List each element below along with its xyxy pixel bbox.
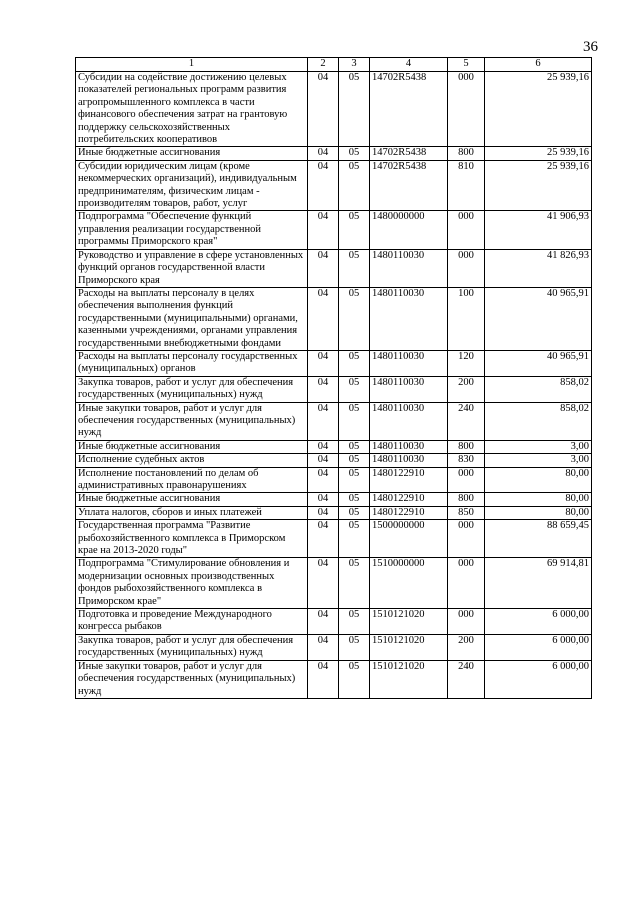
row-name: Расходы на выплаты персоналу в целях обеспечения выполнения функций государственными (муниципальными) органами, казенными учреждениями, органами управления государственными внебюджетными фондами: [76, 287, 308, 350]
row-target-code: 1480110030: [370, 402, 448, 440]
table-row: [76, 467, 592, 493]
row-section: 04: [308, 160, 339, 211]
row-amount: 858,02: [485, 402, 592, 440]
row-amount: 88 659,45: [485, 520, 592, 558]
row-subsection: 05: [339, 147, 370, 160]
row-target-code: 1480110030: [370, 287, 448, 350]
row-name: Расходы на выплаты персоналу государственных (муниципальных) органов: [76, 350, 308, 376]
row-subsection: 05: [339, 287, 370, 350]
header-col-4: 4: [370, 58, 448, 72]
row-target-code: 14702R5438: [370, 147, 448, 160]
row-subsection: 05: [339, 506, 370, 519]
header-col-5: 5: [448, 58, 485, 72]
row-target-code: 1480110030: [370, 440, 448, 453]
row-target-code: 1480122910: [370, 506, 448, 519]
row-name: Закупка товаров, работ и услуг для обеспечения государственных (муниципальных) нужд: [76, 376, 308, 402]
row-amount: 6 000,00: [485, 634, 592, 660]
row-expense-type: 800: [448, 440, 485, 453]
table-row: [76, 402, 592, 440]
row-amount: 80,00: [485, 467, 592, 493]
row-subsection: 05: [339, 634, 370, 660]
row-section: 04: [308, 493, 339, 506]
row-amount: 41 906,93: [485, 211, 592, 249]
row-name: Уплата налогов, сборов и иных платежей: [76, 506, 308, 519]
row-name: Подготовка и проведение Международного конгресса рыбаков: [76, 609, 308, 635]
row-subsection: 05: [339, 350, 370, 376]
row-amount: 6 000,00: [485, 660, 592, 698]
row-subsection: 05: [339, 211, 370, 249]
row-amount: 3,00: [485, 440, 592, 453]
table-row: [76, 558, 592, 609]
row-subsection: 05: [339, 493, 370, 506]
row-subsection: 05: [339, 440, 370, 453]
row-section: 04: [308, 609, 339, 635]
row-expense-type: 240: [448, 660, 485, 698]
row-section: 04: [308, 376, 339, 402]
row-target-code: 1480110030: [370, 454, 448, 467]
row-section: 04: [308, 350, 339, 376]
row-target-code: 1500000000: [370, 520, 448, 558]
table-row: [76, 634, 592, 660]
table-row: [76, 454, 592, 467]
row-expense-type: 830: [448, 454, 485, 467]
row-name: Иные бюджетные ассигнования: [76, 493, 308, 506]
row-expense-type: 000: [448, 520, 485, 558]
row-amount: 41 826,93: [485, 249, 592, 287]
table-row: [76, 493, 592, 506]
row-target-code: 1480122910: [370, 493, 448, 506]
row-name: Исполнение постановлений по делам об административных правонарушениях: [76, 467, 308, 493]
row-subsection: 05: [339, 249, 370, 287]
row-expense-type: 000: [448, 609, 485, 635]
row-amount: 25 939,16: [485, 72, 592, 147]
row-name: Субсидии на содействие достижению целевых показателей региональных программ развития агропромышленного комплекса в части финансового обеспечения затрат на грантовую поддержку сельскохозяйственных потребительских кооперативов: [76, 72, 308, 147]
row-name: Подпрограмма "Обеспечение функций управления реализации государственной программы Приморского края": [76, 211, 308, 249]
row-amount: 3,00: [485, 454, 592, 467]
row-subsection: 05: [339, 558, 370, 609]
table-row: [76, 249, 592, 287]
row-subsection: 05: [339, 72, 370, 147]
row-section: 04: [308, 440, 339, 453]
row-name: Руководство и управление в сфере установленных функций органов государственной власти Приморского края: [76, 249, 308, 287]
row-amount: 40 965,91: [485, 287, 592, 350]
table-row: [76, 211, 592, 249]
row-section: 04: [308, 558, 339, 609]
row-amount: 25 939,16: [485, 160, 592, 211]
row-target-code: 14702R5438: [370, 160, 448, 211]
table-row: [76, 376, 592, 402]
row-target-code: 1480110030: [370, 350, 448, 376]
table-row: [76, 287, 592, 350]
row-section: 04: [308, 249, 339, 287]
row-section: 04: [308, 454, 339, 467]
row-target-code: 1480122910: [370, 467, 448, 493]
row-section: 04: [308, 72, 339, 147]
row-expense-type: 800: [448, 493, 485, 506]
row-name: Исполнение судебных актов: [76, 454, 308, 467]
page-number: 36: [583, 39, 598, 55]
row-name: Государственная программа "Развитие рыбохозяйственного комплекса в Приморском крае на 2013-2020 годы": [76, 520, 308, 558]
header-col-6: 6: [485, 58, 592, 72]
row-name: Иные закупки товаров, работ и услуг для обеспечения государственных (муниципальных) нужд: [76, 402, 308, 440]
row-subsection: 05: [339, 376, 370, 402]
row-name: Иные бюджетные ассигнования: [76, 147, 308, 160]
table-row: [76, 440, 592, 453]
row-section: 04: [308, 520, 339, 558]
row-subsection: 05: [339, 160, 370, 211]
row-amount: 80,00: [485, 506, 592, 519]
row-subsection: 05: [339, 454, 370, 467]
table-row: [76, 147, 592, 160]
table-row: [76, 350, 592, 376]
row-expense-type: 240: [448, 402, 485, 440]
row-expense-type: 000: [448, 72, 485, 147]
table-header-row: [76, 58, 592, 72]
row-section: 04: [308, 211, 339, 249]
row-name: Иные закупки товаров, работ и услуг для обеспечения государственных (муниципальных) нужд: [76, 660, 308, 698]
row-expense-type: 200: [448, 376, 485, 402]
header-col-3: 3: [339, 58, 370, 72]
row-target-code: 1510000000: [370, 558, 448, 609]
row-expense-type: 000: [448, 211, 485, 249]
row-amount: 858,02: [485, 376, 592, 402]
row-target-code: 1480110030: [370, 249, 448, 287]
row-subsection: 05: [339, 660, 370, 698]
table-row: [76, 609, 592, 635]
row-expense-type: 100: [448, 287, 485, 350]
row-target-code: 14702R5438: [370, 72, 448, 147]
row-name: Иные бюджетные ассигнования: [76, 440, 308, 453]
row-amount: 69 914,81: [485, 558, 592, 609]
row-amount: 40 965,91: [485, 350, 592, 376]
row-section: 04: [308, 402, 339, 440]
row-section: 04: [308, 660, 339, 698]
row-name: Подпрограмма "Стимулирование обновления и модернизации основных производственных фондов рыбохозяйственного комплекса в Приморском крае": [76, 558, 308, 609]
budget-table: [75, 57, 592, 699]
row-name: Субсидии юридическим лицам (кроме некоммерческих организаций), индивидуальным предпринимателям, физическим лицам - производителям товаров, работ, услуг: [76, 160, 308, 211]
row-target-code: 1510121020: [370, 609, 448, 635]
row-expense-type: 200: [448, 634, 485, 660]
row-subsection: 05: [339, 402, 370, 440]
row-expense-type: 810: [448, 160, 485, 211]
row-expense-type: 850: [448, 506, 485, 519]
row-expense-type: 000: [448, 467, 485, 493]
row-target-code: 1510121020: [370, 634, 448, 660]
table-row: [76, 506, 592, 519]
row-section: 04: [308, 467, 339, 493]
row-target-code: 1480000000: [370, 211, 448, 249]
row-subsection: 05: [339, 467, 370, 493]
table-row: [76, 160, 592, 211]
table-row: [76, 72, 592, 147]
header-col-2: 2: [308, 58, 339, 72]
row-subsection: 05: [339, 520, 370, 558]
row-section: 04: [308, 147, 339, 160]
row-amount: 80,00: [485, 493, 592, 506]
row-name: Закупка товаров, работ и услуг для обеспечения государственных (муниципальных) нужд: [76, 634, 308, 660]
row-expense-type: 120: [448, 350, 485, 376]
row-amount: 25 939,16: [485, 147, 592, 160]
row-section: 04: [308, 634, 339, 660]
row-target-code: 1510121020: [370, 660, 448, 698]
row-subsection: 05: [339, 609, 370, 635]
row-section: 04: [308, 287, 339, 350]
header-col-1: 1: [76, 58, 308, 72]
row-amount: 6 000,00: [485, 609, 592, 635]
row-target-code: 1480110030: [370, 376, 448, 402]
budget-table-body: [76, 58, 592, 699]
row-expense-type: 800: [448, 147, 485, 160]
row-section: 04: [308, 506, 339, 519]
row-expense-type: 000: [448, 249, 485, 287]
table-row: [76, 660, 592, 698]
table-row: [76, 520, 592, 558]
row-expense-type: 000: [448, 558, 485, 609]
